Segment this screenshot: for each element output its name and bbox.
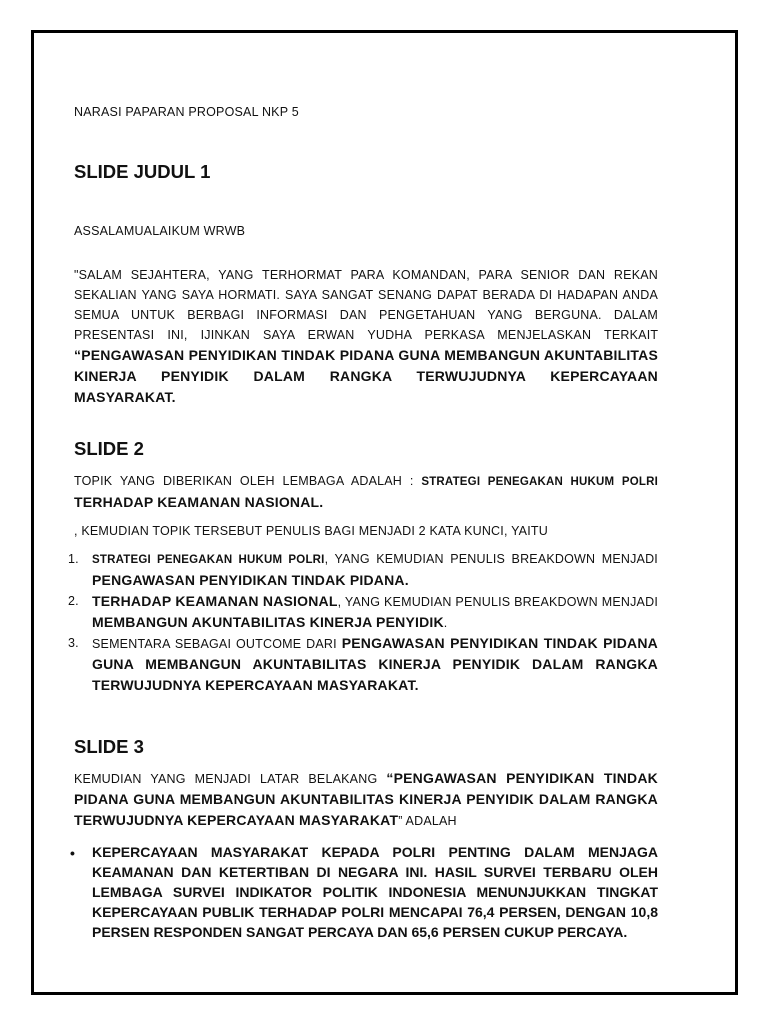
background-prefix: KEMUDIAN YANG MENJADI LATAR BELAKANG xyxy=(74,772,378,786)
list-number: 3. xyxy=(68,636,79,650)
bullet-text: KEPERCAYAAN MASYARAKAT KEPADA POLRI PENTING DALAM MENJAGA KEAMANAN DAN KETERTIBAN DI NEGARA INI. HASIL SURVEI TERBARU OLEH LEMBAGA SURVEI INDIKATOR POLITIK INDONESIA MENUNJUKKAN TINGKAT KEPERCAYAAN PUBLIK TERHADAP POLRI MENCAPAI 76,4 PERSEN, DENGAN 10,8 PERSEN RESPONDEN SANGAT PERCAYA DAN 65,6 PERSEN CUKUP PERCAYA. xyxy=(92,844,658,940)
slide2-heading: SLIDE 2 xyxy=(74,438,144,459)
item1-tail: PENGAWASAN PENYIDIKAN TINDAK PIDANA. xyxy=(92,572,409,588)
intro-text: "SALAM SEJAHTERA, YANG TERHORMAT PARA KOMANDAN, PARA SENIOR DAN REKAN SEKALIAN YANG SAYA HORMATI. SAYA SANGAT SENANG DAPAT BERADA DI HADAPAN ANDA SEMUA UNTUK BERBAGI INFORMASI DAN PENGETAHUAN YANG BERGUNA. DALAM PRESENTASI INI, IJINKAN SAYA ERWAN YUDHA PERKASA MENJELASKAN TERKAIT xyxy=(74,268,658,342)
bullet-dot-icon: • xyxy=(70,845,75,861)
list-number: 1. xyxy=(68,552,79,566)
slide3-heading: SLIDE 3 xyxy=(74,736,144,757)
intro-title-quote: “PENGAWASAN PENYIDIKAN TINDAK PIDANA GUNA MEMBANGUN AKUNTABILITAS KINERJA PENYIDIK DALAM RANGKA TERWUJUDNYA KEPERCAYAAN MASYARAKAT. xyxy=(74,347,658,405)
list-item xyxy=(68,591,658,633)
item2-tail: MEMBANGUN AKUNTABILITAS KINERJA PENYIDIK xyxy=(92,614,444,630)
item3-lead: SEMENTARA SEBAGAI OUTCOME DARI xyxy=(92,637,337,651)
item2-mid: , YANG KEMUDIAN PENULIS BREAKDOWN MENJADI xyxy=(337,595,658,609)
document-title: NARASI PAPARAN PROPOSAL NKP 5 xyxy=(74,105,299,119)
keyword-list xyxy=(68,549,658,696)
greeting: ASSALAMUALAIKUM WRWB xyxy=(74,224,246,238)
list-item xyxy=(70,842,658,942)
bullet-list xyxy=(70,842,658,942)
item1-lead: STRATEGI PENEGAKAN HUKUM POLRI xyxy=(92,554,325,566)
document-body xyxy=(68,100,658,942)
item3-tail: PENGAWASAN PENYIDIKAN TINDAK PIDANA GUNA MEMBANGUN AKUNTABILITAS KINERJA PENYIDIK DALAM RANGKA TERWUJUDNYA KEPERCAYAAN MASYARAKAT. xyxy=(92,635,658,693)
item2-end: . xyxy=(443,616,448,630)
intro-paragraph xyxy=(74,265,658,408)
topic-part2: TERHADAP KEAMANAN NASIONAL. xyxy=(74,494,324,510)
split-text: , KEMUDIAN TOPIK TERSEBUT PENULIS BAGI MENJADI 2 KATA KUNCI, YAITU xyxy=(74,524,548,538)
background-paragraph xyxy=(74,768,658,831)
background-quote: “PENGAWASAN PENYIDIKAN TINDAK PIDANA GUNA MEMBANGUN AKUNTABILITAS KINERJA PENYIDIK DALAM RANGKA TERWUJUDNYA KEPERCAYAAN MASYARAKAT xyxy=(74,770,658,828)
list-item xyxy=(68,633,658,696)
item1-mid: , YANG KEMUDIAN PENULIS BREAKDOWN MENJADI xyxy=(324,552,658,566)
item2-lead: TERHADAP KEAMANAN NASIONAL xyxy=(92,593,338,609)
list-item xyxy=(68,549,658,591)
slide1-heading: SLIDE JUDUL 1 xyxy=(74,161,211,182)
background-suffix: ” ADALAH xyxy=(398,814,457,828)
topic-paragraph xyxy=(74,471,658,513)
topic-part1: STRATEGI PENEGAKAN HUKUM POLRI xyxy=(421,476,658,488)
topic-prefix: TOPIK YANG DIBERIKAN OLEH LEMBAGA ADALAH : xyxy=(74,474,414,488)
list-number: 2. xyxy=(68,594,79,608)
